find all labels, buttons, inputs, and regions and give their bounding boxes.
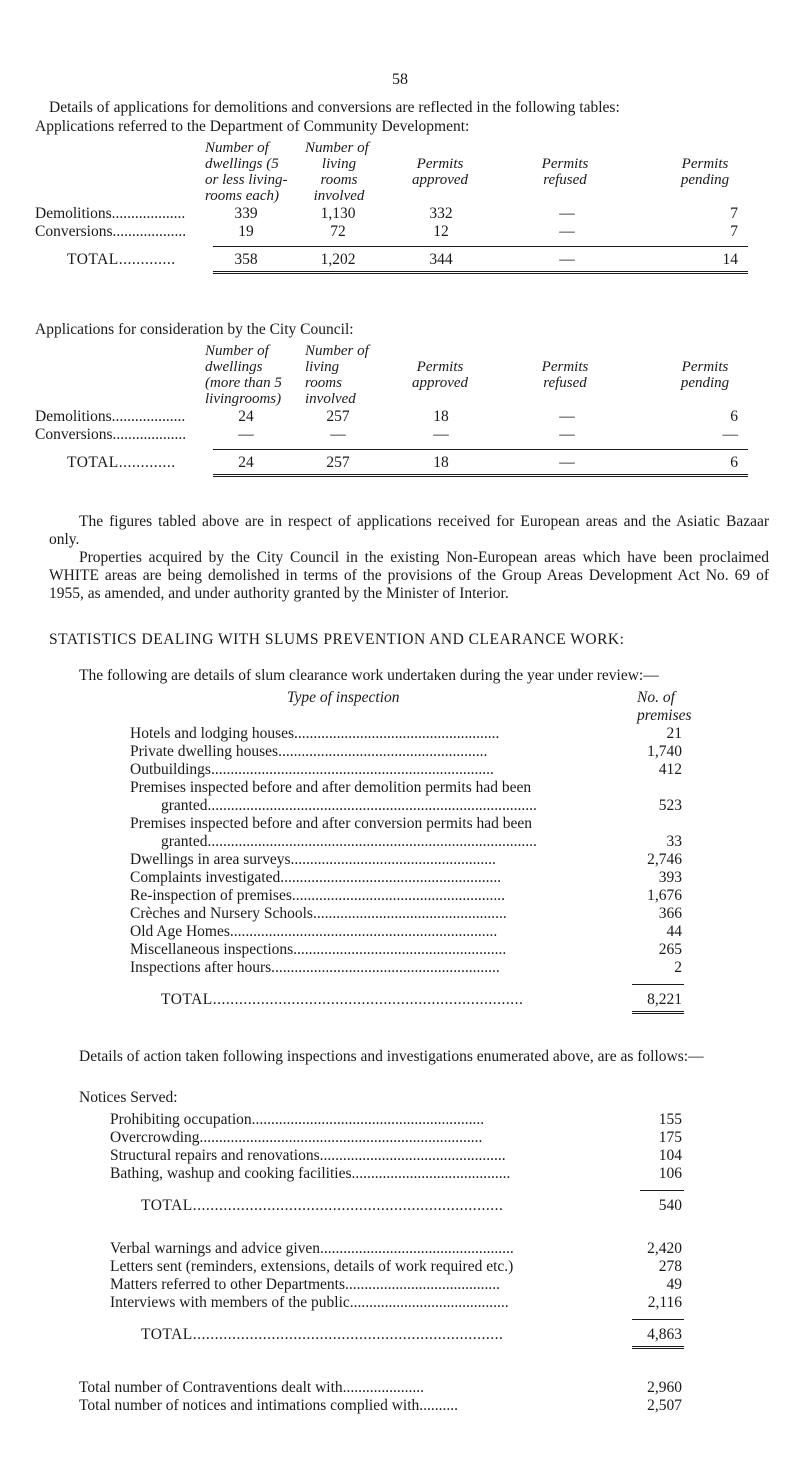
other-actions-sum-rule	[632, 1319, 684, 1320]
list-item-value: 393	[658, 869, 682, 886]
summary-notices-label: Total number of notices and intimations complied with..........	[79, 1397, 459, 1414]
table2-total-dwellings: 24	[238, 454, 254, 471]
list-item-line1: Premises inspected before and after conversion permits had been	[130, 815, 532, 832]
list-item: Inspections after hours...........................................................	[130, 959, 500, 976]
slum-intro-text: The following are details of slum clearance work undertaken during the year under review:—	[79, 667, 659, 684]
table1-row1-dwellings: 339	[234, 205, 258, 222]
list-item: Overcrowding.........................................................................	[110, 1129, 483, 1146]
properties-paragraph: Properties acquired by the City Council in the existing Non-European areas which have been proclaimed WHITE areas are being demolished in terms of the provisions of the Group Areas Development Act No. 69 of 1955, as amended, and under authority granted by the Minister of Interior.	[49, 549, 769, 602]
list-item: Dwellings in area surveys.....................................................	[130, 851, 496, 868]
table2-row2-dwellings: —	[238, 426, 254, 443]
table1-header-approved: Permits approved	[411, 156, 469, 188]
inspections-total-value: 8,221	[647, 991, 682, 1008]
list-item-value: 1,676	[647, 887, 682, 904]
inspection-type-header: Type of inspection	[287, 689, 400, 706]
table2-total-pending: 6	[730, 454, 738, 471]
list-item: Crèches and Nursery Schools..................................................	[130, 905, 507, 922]
list-item-line1: Premises inspected before and after demolition permits had been	[130, 779, 532, 796]
list-item-value: 104	[658, 1147, 682, 1164]
table2-row2-approved: —	[433, 426, 449, 443]
table-row: Demolitions...................	[35, 408, 186, 425]
list-item-value: 155	[658, 1111, 682, 1128]
list-item: Miscellaneous inspections.......................................................	[130, 941, 507, 958]
table1-row1-rooms: 1,130	[320, 205, 356, 222]
table1-header-pending: Permits pending	[680, 156, 730, 188]
table-row: Conversions...................	[35, 223, 187, 240]
list-item: Matters referred to other Departments........................................	[110, 1276, 500, 1293]
inspections-sum-rule	[632, 984, 684, 985]
table1-header-refused: Permits refused	[541, 156, 589, 188]
notices-total-value: 540	[658, 1197, 682, 1214]
table1-total-label: TOTAL.............	[67, 251, 176, 268]
table2-row1-pending: 6	[730, 408, 738, 425]
list-item: Re-inspection of premises.......................................................	[130, 887, 505, 904]
inspections-total-double-rule	[632, 1011, 684, 1014]
list-item-value: 2,420	[647, 1240, 682, 1257]
list-item-value: 1,740	[647, 743, 682, 760]
list-item: Old Age Homes.....................................................................	[130, 923, 498, 940]
table1-row2-approved: 12	[433, 223, 449, 240]
table2-total-refused: —	[559, 454, 575, 471]
list-item-value: 21	[666, 725, 682, 742]
table1-row1-approved: 332	[429, 205, 453, 222]
table2-header-approved: Permits approved	[411, 359, 469, 391]
list-item-value: 33	[666, 833, 682, 850]
table1-sum-rule	[213, 246, 748, 247]
table2-row1-dwellings: 24	[238, 408, 254, 425]
table2-row1-refused: —	[559, 408, 575, 425]
table2-row2-rooms: —	[330, 426, 346, 443]
table2-header-refused: Permits refused	[541, 359, 589, 391]
table1-total-pending: 14	[722, 251, 738, 268]
table1-total-refused: —	[559, 251, 575, 268]
notices-heading: Notices Served:	[79, 1089, 178, 1106]
table2-total-rooms: 257	[326, 454, 350, 471]
table2-header-rooms: Number of living rooms involved	[305, 343, 369, 407]
notices-total-label: TOTAL.......................................................................	[141, 1197, 504, 1214]
list-item-value: 2,116	[647, 1294, 682, 1311]
list-item: Hotels and lodging houses.....................................................	[130, 725, 500, 742]
list-item: Bathing, washup and cooking facilities.........................................	[110, 1165, 511, 1182]
table1-total-dwellings: 358	[234, 251, 258, 268]
table1-row1-pending: 7	[730, 205, 738, 222]
table2-header-dwellings: Number of dwellings (more than 5 livingrooms)	[205, 343, 282, 407]
list-item-value: 106	[658, 1165, 682, 1182]
intro-text: Details of applications for demolitions and conversions are reflected in the following tables:	[49, 99, 620, 116]
list-item-value: 366	[658, 905, 682, 922]
list-item-value: 44	[666, 923, 682, 940]
table2-header-pending: Permits pending	[680, 359, 730, 391]
table1-total-double-rule	[213, 271, 748, 274]
list-item: granted.....................................................................................	[161, 797, 537, 814]
other-actions-total-value: 4,863	[647, 1326, 682, 1343]
table1-total-approved: 344	[429, 251, 453, 268]
table2-total-approved: 18	[433, 454, 449, 471]
list-item-value: 278	[658, 1258, 682, 1275]
table2-row2-pending: —	[722, 426, 738, 443]
section-heading: STATISTICS DEALING WITH SLUMS PREVENTION AND CLEARANCE WORK:	[49, 631, 625, 648]
summary-contraventions-value: 2,960	[647, 1379, 682, 1396]
table2-total-double-rule	[213, 474, 748, 477]
list-item-value: 49	[666, 1276, 682, 1293]
figures-paragraph: The figures tabled above are in respect of applications received for European areas and the Asiatic Bazaar only.	[49, 513, 769, 548]
list-item: granted.....................................................................................	[161, 833, 537, 850]
list-item: Interviews with members of the public.........................................	[110, 1294, 509, 1311]
table1-row2-refused: —	[559, 223, 575, 240]
summary-notices-value: 2,507	[647, 1397, 682, 1414]
table2-title: Applications for consideration by the City Council:	[35, 321, 354, 338]
table1-header-rooms: Number of living rooms involved	[305, 140, 369, 204]
action-intro-text: Details of action taken following inspections and investigations enumerated above, are as follows:—	[79, 1048, 704, 1065]
table2-row1-approved: 18	[433, 408, 449, 425]
list-item: Prohibiting occupation............................................................	[110, 1111, 485, 1128]
list-item: Private dwelling houses......................................................	[130, 743, 488, 760]
table2-sum-rule	[213, 449, 748, 450]
summary-contraventions-label: Total number of Contraventions dealt with.....................	[79, 1379, 425, 1396]
table1-total-rooms: 1,202	[320, 251, 356, 268]
premises-count-header: No. of premises	[637, 689, 692, 724]
list-item: Letters sent (reminders, extensions, details of work required etc.)	[110, 1258, 514, 1275]
table1-row2-dwellings: 19	[238, 223, 254, 240]
table1-row2-rooms: 72	[330, 223, 346, 240]
inspections-total-label: TOTAL.......................................................................	[161, 991, 524, 1008]
table1-title: Applications referred to the Department of Community Development:	[35, 118, 470, 135]
table2-row2-refused: —	[559, 426, 575, 443]
notices-sum-rule	[640, 1190, 684, 1191]
table-row: Conversions...................	[35, 426, 187, 443]
list-item-value: 523	[658, 797, 682, 814]
list-item-value: 2,746	[647, 851, 682, 868]
other-actions-total-label: TOTAL.......................................................................	[141, 1326, 504, 1343]
list-item-value: 265	[658, 941, 682, 958]
table1-header-dwellings: Number of dwellings (5 or less living- rooms each)	[205, 140, 288, 204]
list-item: Outbuildings.........................................................................	[130, 761, 494, 778]
list-item-value: 2	[674, 959, 682, 976]
list-item: Structural repairs and renovations................................................	[110, 1147, 506, 1164]
list-item: Complaints investigated.........................................................	[130, 869, 502, 886]
list-item: Verbal warnings and advice given..................................................	[110, 1240, 514, 1257]
table1-row1-refused: —	[559, 205, 575, 222]
table2-total-label: TOTAL.............	[67, 454, 176, 471]
table2-row1-rooms: 257	[326, 408, 350, 425]
table-row: Demolitions...................	[35, 205, 186, 222]
page-number: 58	[392, 71, 408, 88]
other-actions-total-double-rule	[632, 1346, 684, 1349]
list-item-value: 412	[658, 761, 682, 778]
list-item-value: 175	[658, 1129, 682, 1146]
table1-row2-pending: 7	[730, 223, 738, 240]
